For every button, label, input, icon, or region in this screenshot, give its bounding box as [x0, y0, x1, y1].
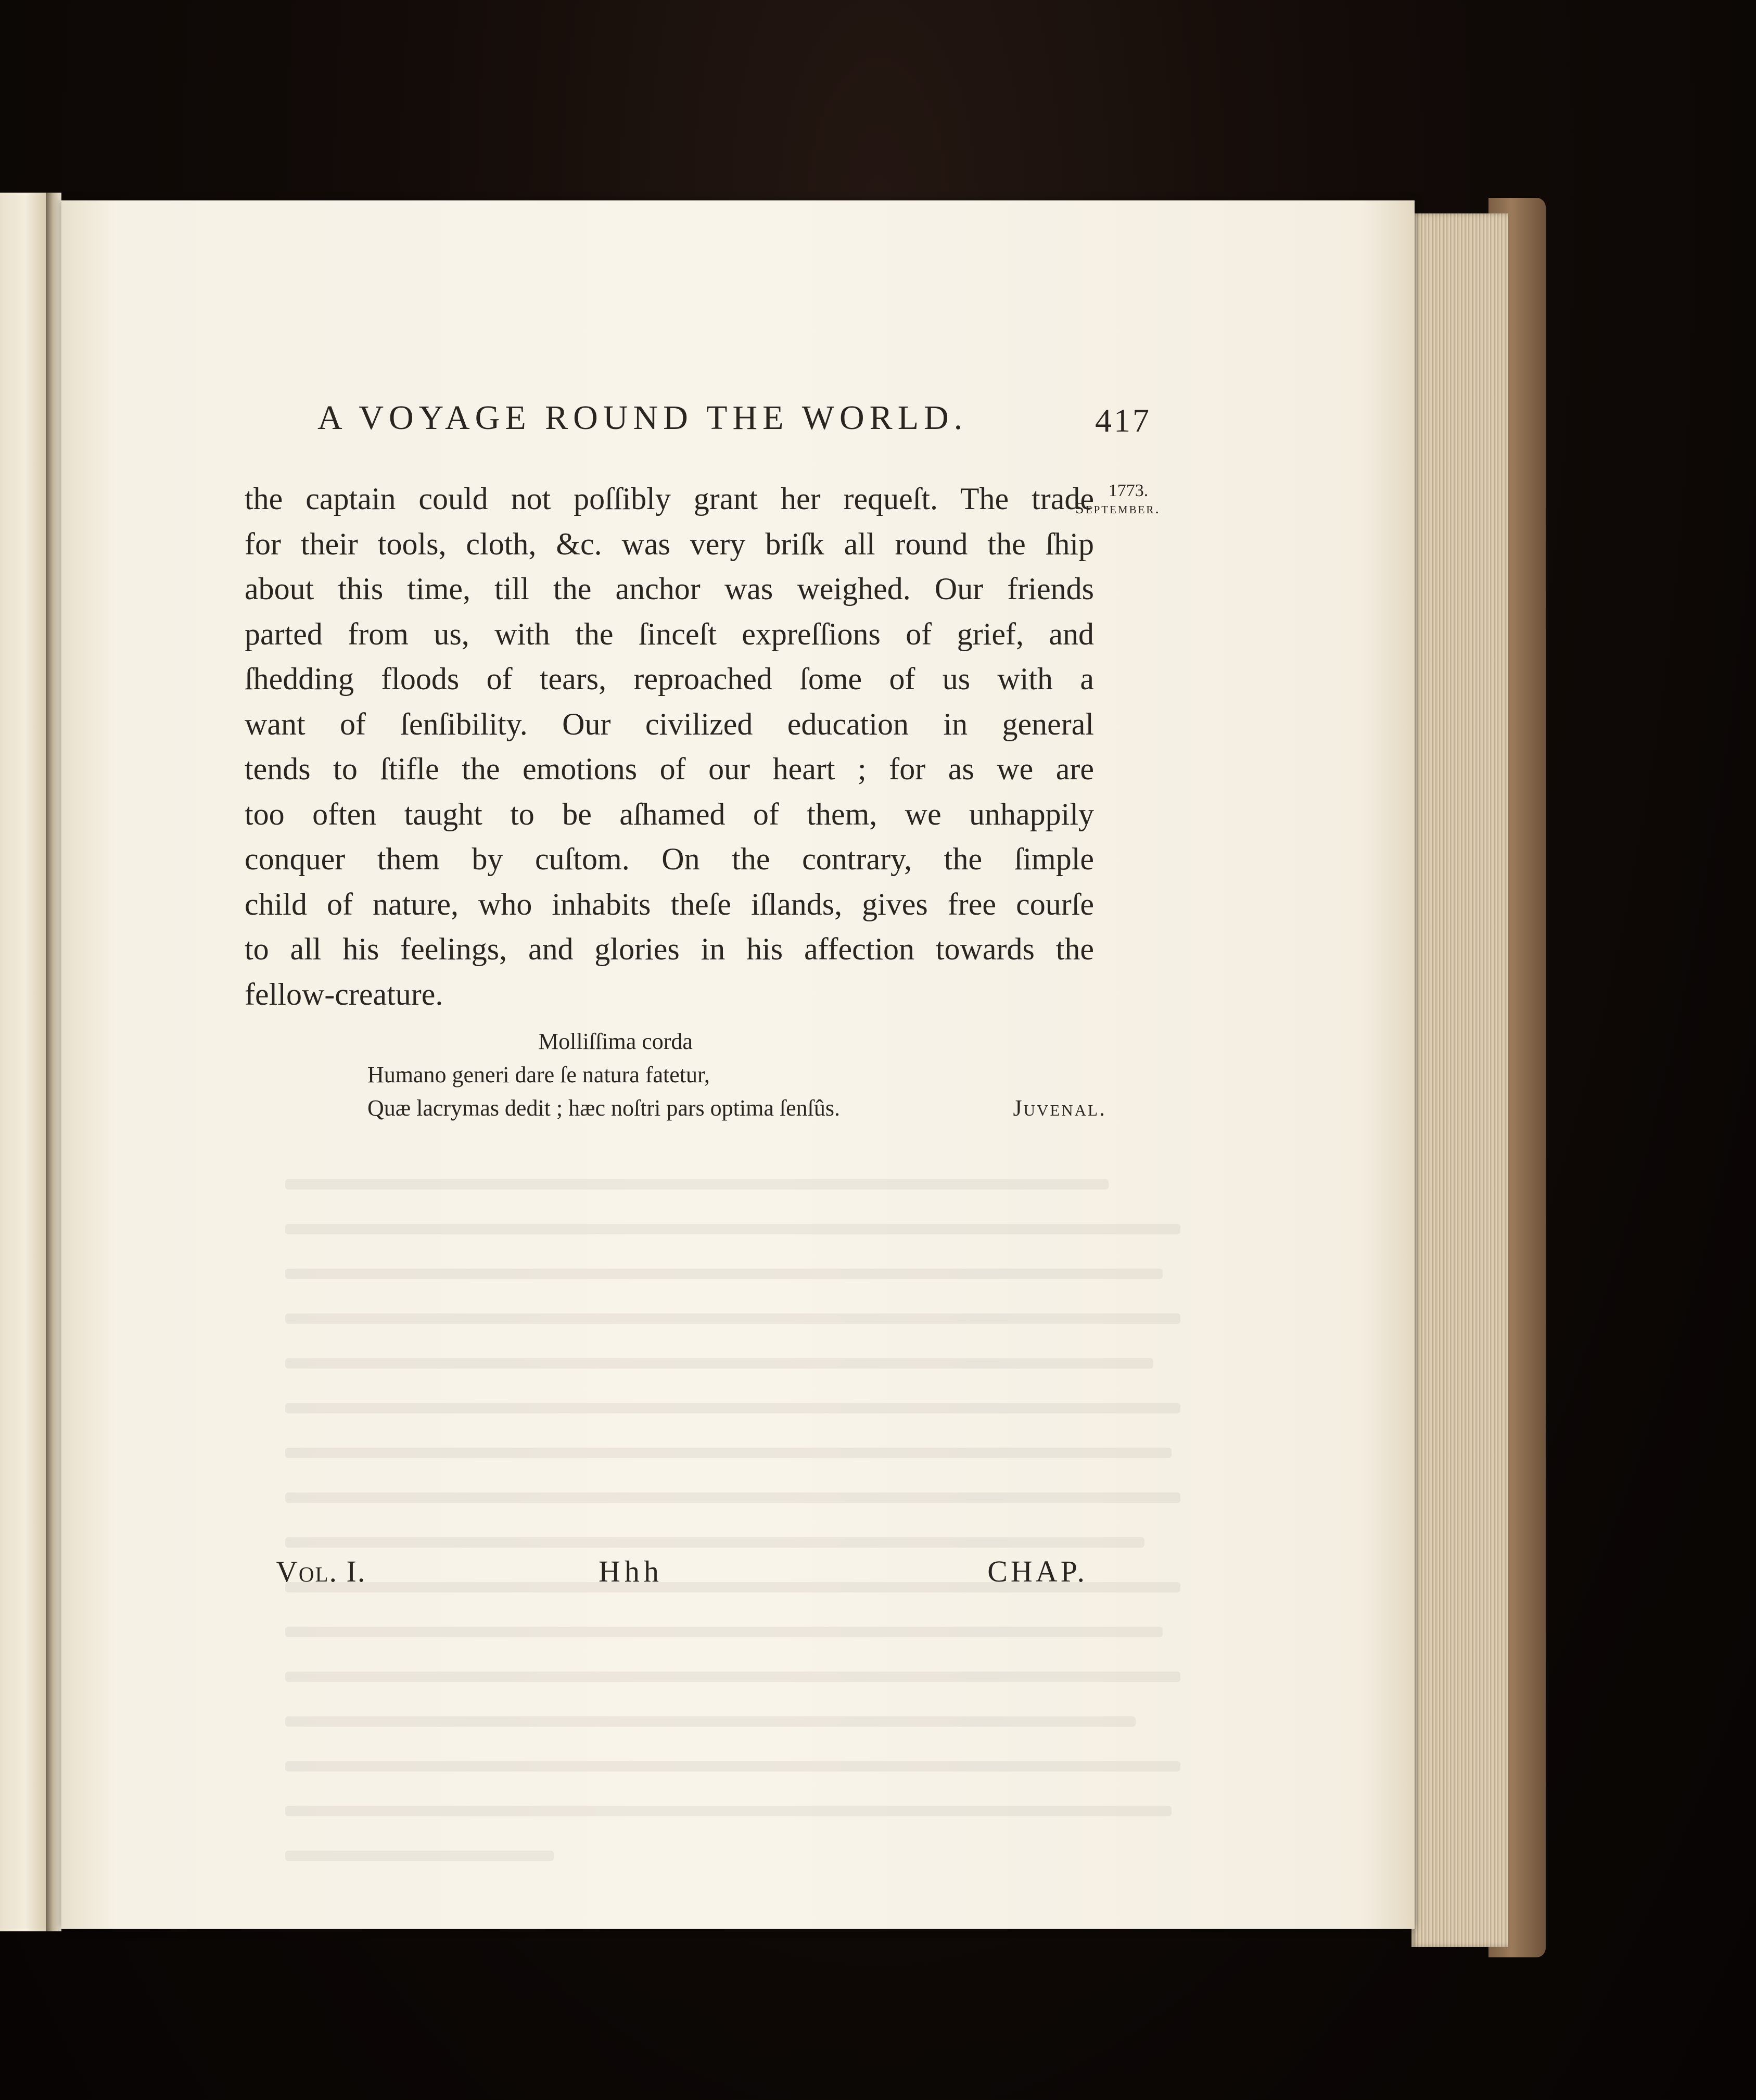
- quote-line: Quæ lacrymas dedit ; hæc noſtri pars optima ſenſûs.: [367, 1095, 840, 1121]
- show-through-text: [285, 1179, 1180, 1908]
- facing-page-edge: [0, 193, 48, 1931]
- body-line: tends to ſtifle the emotions of our heart ; for as we are: [245, 752, 1094, 786]
- quote-attribution: Juvenal.: [1013, 1095, 1106, 1121]
- running-head: A VOYAGE ROUND THE WORLD.: [317, 399, 968, 437]
- quote-line-with-attribution: [367, 1092, 1106, 1125]
- quote-line: Humano generi dare ſe natura fatetur,: [367, 1062, 710, 1087]
- book-gutter: [46, 193, 61, 1931]
- body-line: to all his feelings, and glories in his affection towards the: [245, 932, 1094, 966]
- verse-quotation: [367, 1025, 1106, 1125]
- page-footer: [276, 1554, 1088, 1596]
- volume-label: Vol. I.: [276, 1554, 366, 1588]
- catchword: CHAP.: [987, 1554, 1088, 1588]
- page-block-edges: [1411, 213, 1508, 1947]
- body-line: parted from us, with the ſinceſt expreſſions of grief, and: [245, 616, 1094, 651]
- margin-month: September.: [1075, 499, 1161, 517]
- body-line: conquer them by cuſtom. On the contrary, the ſimple: [245, 842, 1094, 876]
- body-line: too often taught to be aſhamed of them, we unhappily: [245, 796, 1094, 831]
- page-number: 417: [1095, 402, 1151, 439]
- body-line: fellow-creature.: [245, 977, 443, 1011]
- body-line: ſhedding floods of tears, reproached ſome of us with a: [245, 662, 1094, 696]
- body-line: about this time, till the anchor was weighed. Our friends: [245, 572, 1094, 606]
- margin-year: 1773.: [1108, 481, 1149, 500]
- signature-mark: Hhh: [599, 1554, 663, 1588]
- body-line: the captain could not poſſibly grant her requeſt. The trade: [245, 482, 1094, 516]
- body-text: [245, 476, 1094, 1017]
- quote-line: Molliſſima corda: [538, 1029, 693, 1054]
- book-page: [61, 200, 1415, 1929]
- body-line: child of nature, who inhabits theſe iſlands, gives free courſe: [245, 887, 1094, 921]
- body-line: for their tools, cloth, &c. was very briſk all round the ſhip: [245, 526, 1094, 561]
- body-line: want of ſenſibility. Our civilized education in general: [245, 706, 1094, 741]
